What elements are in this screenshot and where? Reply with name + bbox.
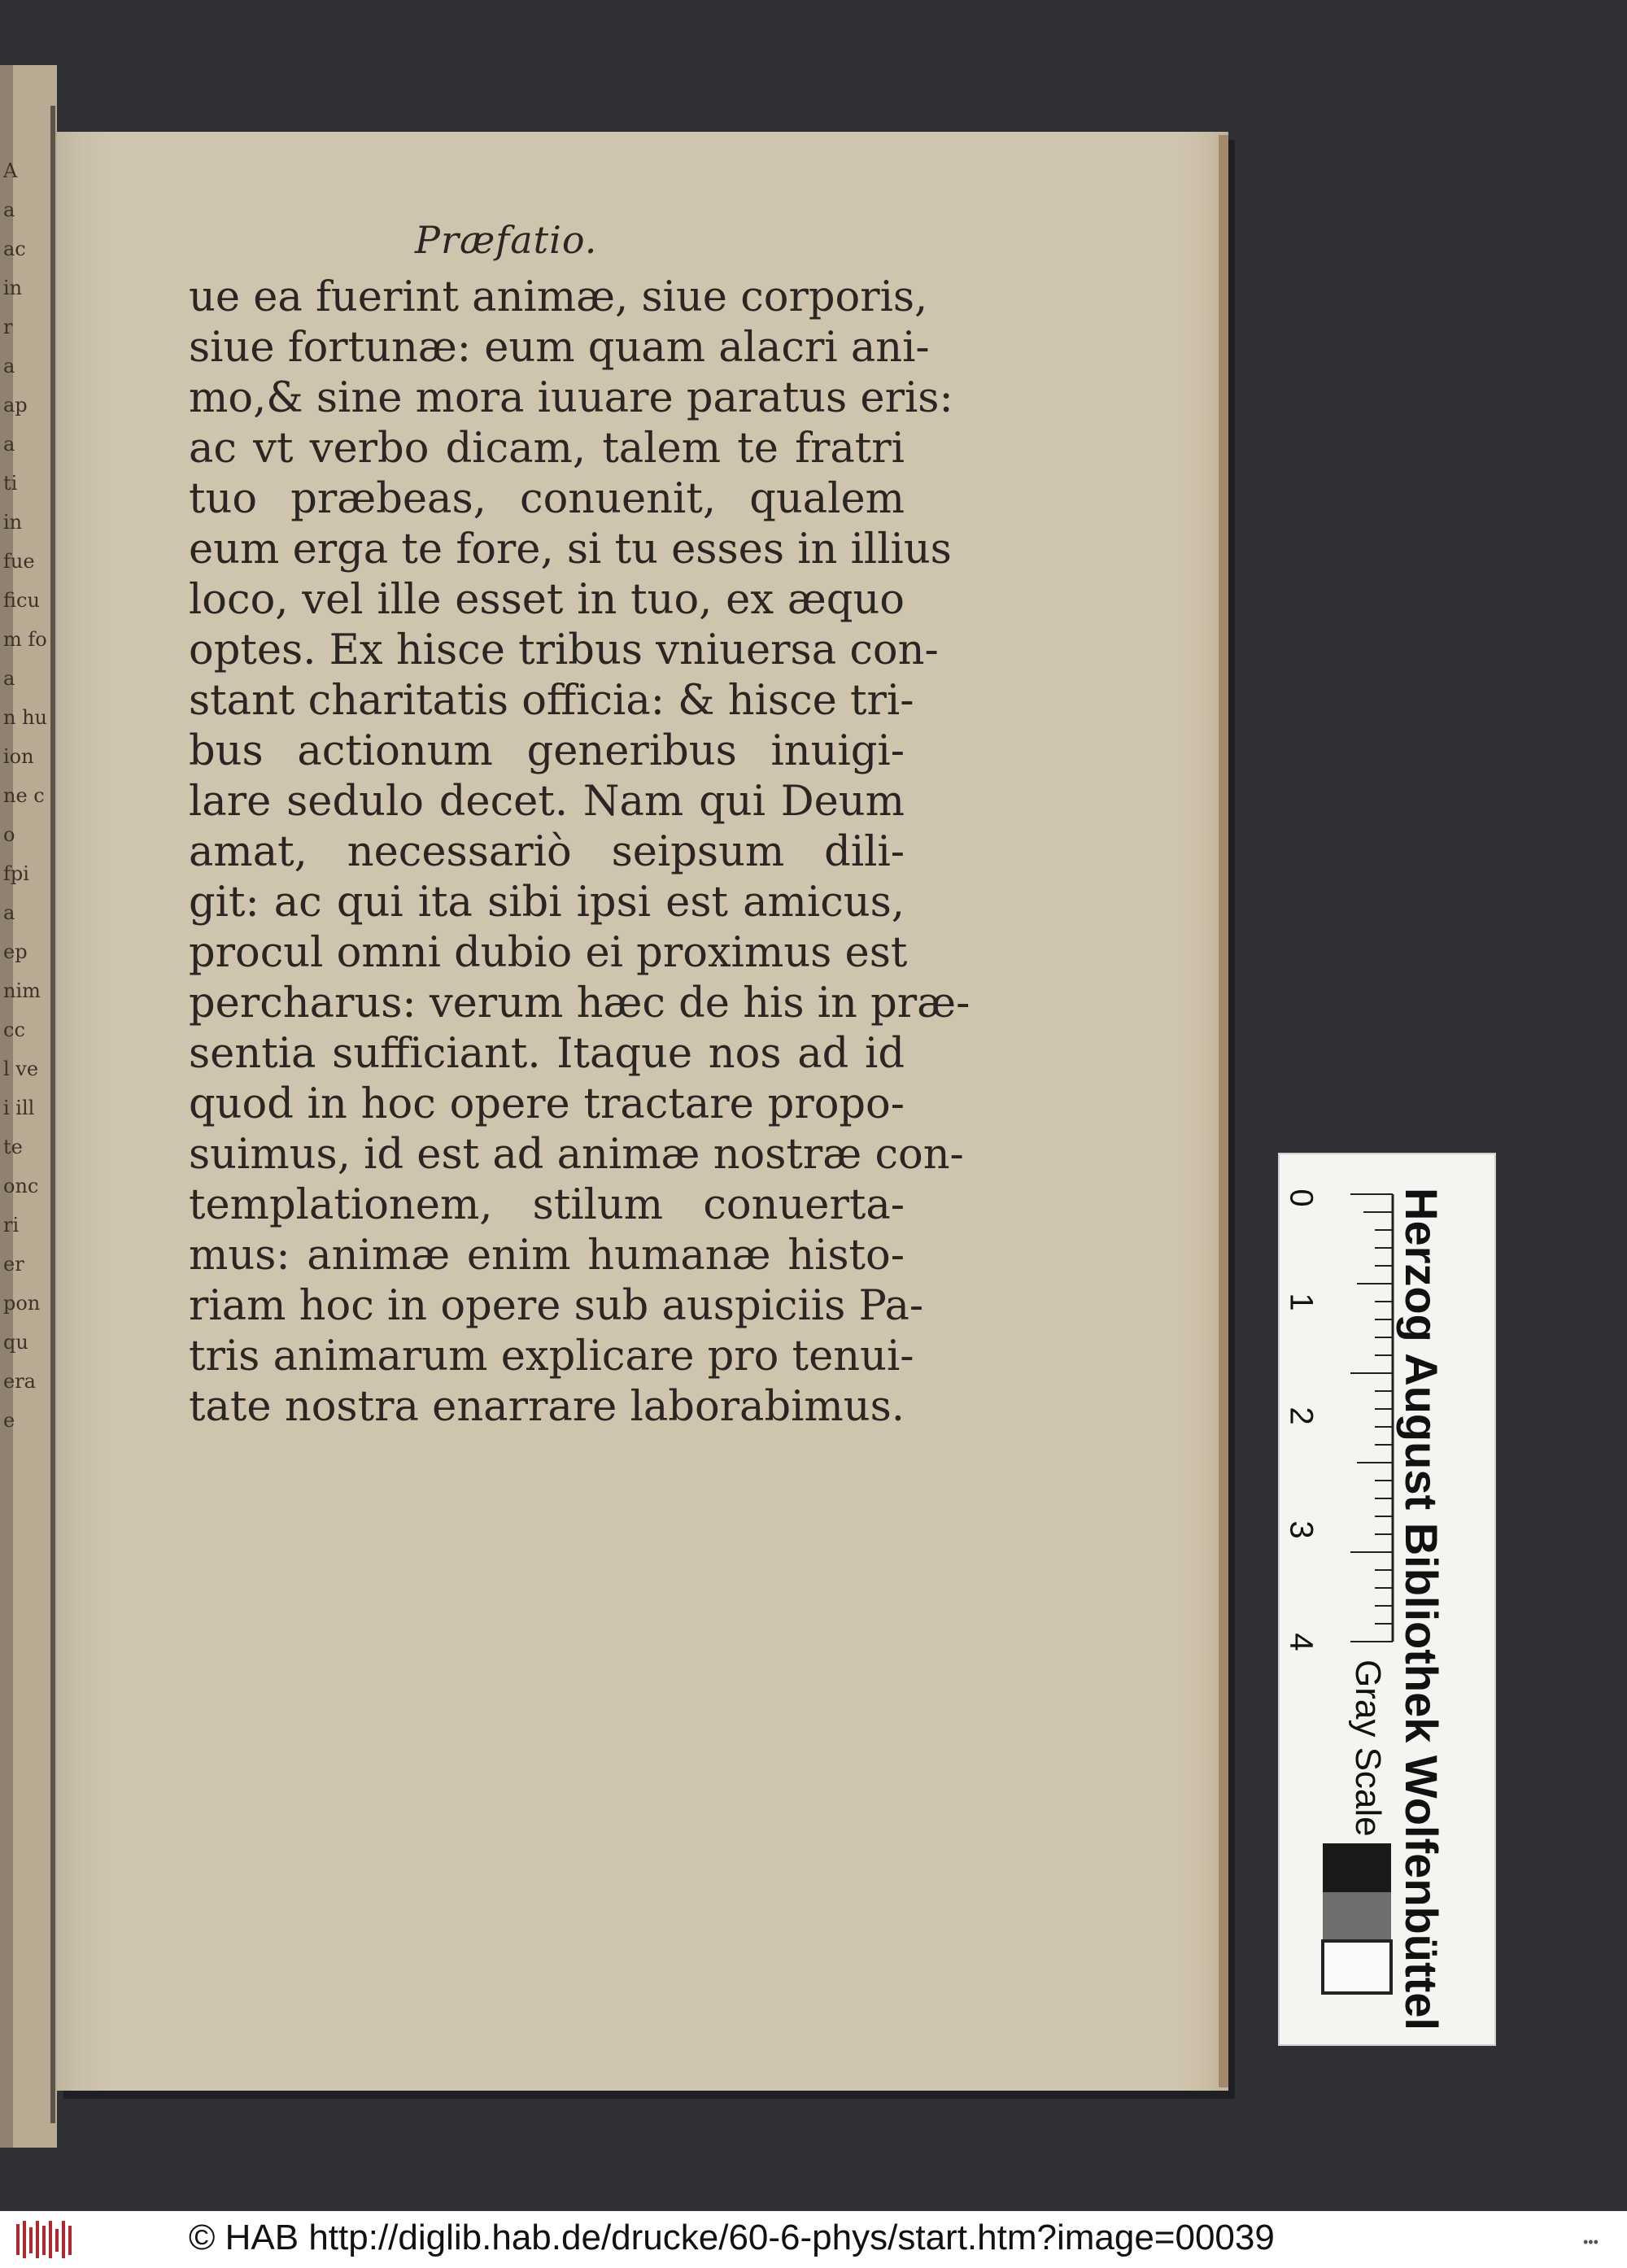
facing-line: ti [3,472,18,495]
ruler-number-3: 3 [1283,1520,1319,1539]
facing-line: te [3,1136,23,1158]
text-line: tate nostra enarrare laborabimus. [189,1383,905,1431]
facing-line: o [3,823,15,846]
text-line: percharus: verum hæc de his in præ- [189,979,971,1027]
text-line: tris animarum explicare pro tenui- [189,1332,914,1380]
text-line: sentia sufficiant. Itaque nos ad id [189,1030,905,1078]
text-line: amat, necessariò seipsum dili- [189,828,905,876]
text-line: mo,& sine mora iuuare paratus eris: [189,374,953,422]
footer-dots: ••• [1583,2234,1599,2250]
facing-line: era [3,1370,36,1393]
facing-line: a [3,198,15,221]
text-line: ac vt verbo dicam, talem te fratri [189,425,905,473]
facing-line: ne c [3,784,45,807]
facing-line: ficu [3,589,40,612]
facing-line: a [3,901,15,924]
facing-line: r [3,316,13,338]
facing-line: onc [3,1175,39,1197]
facing-line: in [3,277,23,299]
facing-line: in [3,511,23,534]
hab-logo-icon [16,2221,73,2258]
text-line: riam hoc in opere sub auspiciis Pa- [189,1282,924,1330]
facing-line: ion [3,745,34,768]
facing-line: a [3,355,15,377]
ruler-number-2: 2 [1283,1407,1319,1425]
text-line: suimus, id est ad animæ nostræ con- [189,1131,964,1179]
facing-line: i ill [3,1097,35,1119]
facing-line: ac [3,238,26,260]
facing-line: er [3,1253,24,1276]
facing-line: a [3,433,15,456]
text-line: eum erga te fore, si tu esses in illius [189,526,952,574]
gray-swatch-white [1323,1941,1391,1993]
text-line: mus: animæ enim humanæ histo- [189,1232,905,1280]
facing-line: n hu [3,706,47,729]
text-line: git: ac qui ita sibi ipsi est amicus, [189,879,905,927]
text-line: tuo præbeas, conuenit, qualem [189,475,905,523]
footer-bar [0,2211,1627,2268]
facing-line: fpi [3,862,29,885]
facing-line: ep [3,940,28,963]
facing-line: ri [3,1214,20,1236]
text-line: quod in hoc opere tractare propo- [189,1080,905,1128]
text-line: siue fortunæ: eum quam alacri ani- [189,324,930,372]
ruler-gray-scale-label: Gray Scale [1348,1660,1388,1837]
facing-line: m fo [3,628,47,651]
facing-line: a [3,667,15,690]
facing-line: nim [3,979,41,1002]
text-line: templationem, stilum conuerta- [189,1181,905,1229]
ruler-institution-label: Herzog August Bibliothek Wolfenbüttel [1396,1188,1447,2030]
text-line: lare sedulo decet. Nam qui Deum [189,778,905,826]
text-line: ue ea fuerint animæ, siue corporis, [189,273,928,321]
text-line: procul omni dubio ei proximus est [189,929,908,977]
facing-line: A [3,159,18,182]
gray-swatch-black [1323,1843,1391,1892]
facing-line: e [3,1409,15,1432]
ruler-number-4: 4 [1283,1633,1319,1651]
text-line: optes. Ex hisce tribus vniuersa con- [189,626,939,674]
facing-line: fue [3,550,35,573]
facing-line: qu [3,1331,28,1354]
ruler-number-0: 0 [1283,1189,1319,1207]
text-line: loco, vel ille esset in tuo, ex æquo [189,576,905,624]
running-head: Præfatio. [415,218,598,262]
ruler-number-1: 1 [1283,1293,1319,1311]
facing-line: l ve [3,1058,39,1080]
facing-line: cc [3,1018,25,1041]
text-line: stant charitatis officia: & hisce tri- [189,677,914,725]
gray-swatch-mid [1323,1892,1391,1941]
facing-line: ap [3,394,28,417]
footer-copyright-url: © HAB http://diglib.hab.de/drucke/60-6-phys/start.htm?image=00039 [189,2218,1275,2257]
text-line: bus actionum generibus inuigi- [189,727,905,775]
facing-line: pon [3,1292,41,1315]
